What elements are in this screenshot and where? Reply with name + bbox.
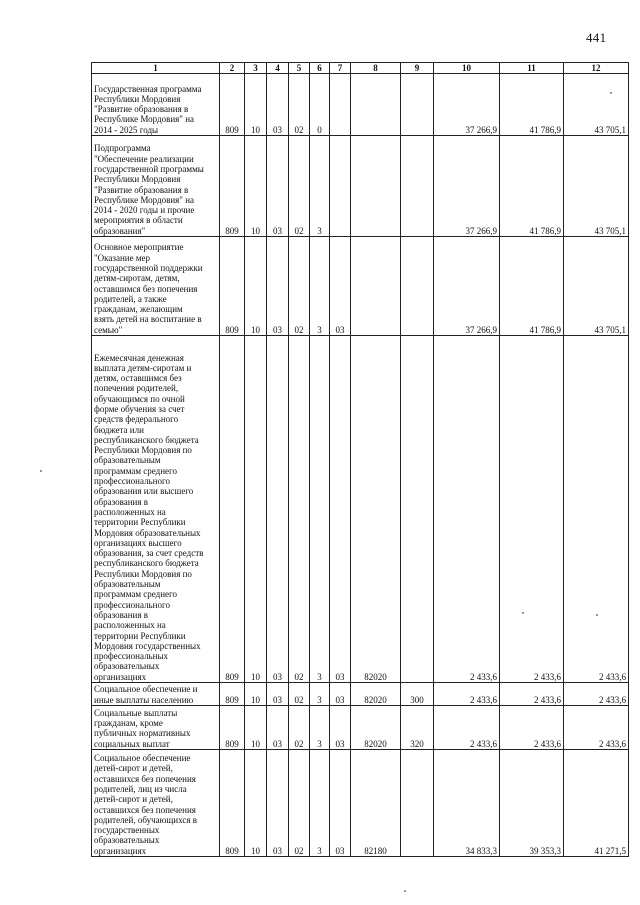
row-name: Социальное обеспечение и иные выплаты населению: [92, 683, 220, 706]
col-header-9: 9: [401, 63, 434, 74]
col-header-11: 11: [500, 63, 564, 74]
col-header-8: 8: [351, 63, 401, 74]
cell-program: 02: [289, 750, 310, 857]
cell-subsection: 03: [267, 683, 289, 706]
cell-amount-2: 41 786,9: [500, 237, 564, 336]
cell-expense-type: [401, 336, 434, 683]
cell-activity: 03: [330, 750, 351, 857]
cell-ministry: 809: [220, 237, 245, 336]
col-header-3: 3: [245, 63, 267, 74]
cell-subprogram: 3: [310, 336, 330, 683]
row-name: Подпрограмма "Обеспечение реализации государственной программы Республики Мордовия "Развитие образования в Республике Мордовия" на 2014 - 2020 годы и прочие мероприятия в области образования": [92, 136, 220, 237]
cell-subprogram: 0: [310, 74, 330, 136]
scan-speck: [40, 470, 42, 472]
cell-direction: [351, 237, 401, 336]
table-row: [92, 136, 629, 237]
page-number: 441: [586, 30, 607, 45]
cell-ministry: 809: [220, 750, 245, 857]
cell-amount-1: 37 266,9: [434, 237, 500, 336]
cell-direction: [351, 136, 401, 237]
cell-subsection: 03: [267, 706, 289, 750]
budget-table: [91, 62, 629, 857]
cell-subsection: 03: [267, 750, 289, 857]
cell-subsection: 03: [267, 336, 289, 683]
table-row: [92, 750, 629, 857]
cell-amount-3: 43 705,1: [564, 74, 629, 136]
cell-amount-3: 2 433,6: [564, 706, 629, 750]
cell-direction: 82020: [351, 706, 401, 750]
cell-expense-type: [401, 750, 434, 857]
row-name: Социальные выплаты гражданам, кроме публичных нормативных социальных выплат: [92, 706, 220, 750]
cell-amount-1: 37 266,9: [434, 136, 500, 237]
cell-activity: 03: [330, 706, 351, 750]
cell-subprogram: 3: [310, 706, 330, 750]
cell-program: 02: [289, 136, 310, 237]
cell-subprogram: 3: [310, 237, 330, 336]
cell-activity: [330, 74, 351, 136]
table-row: [92, 336, 629, 683]
cell-expense-type: [401, 237, 434, 336]
cell-amount-3: 2 433,6: [564, 683, 629, 706]
cell-ministry: 809: [220, 136, 245, 237]
cell-subsection: 03: [267, 237, 289, 336]
col-header-7: 7: [330, 63, 351, 74]
cell-amount-2: 41 786,9: [500, 136, 564, 237]
scan-speck: [610, 92, 612, 94]
scan-speck: [404, 890, 406, 892]
cell-program: 02: [289, 74, 310, 136]
table-row: [92, 74, 629, 136]
cell-subprogram: 3: [310, 683, 330, 706]
cell-ministry: 809: [220, 74, 245, 136]
cell-section: 10: [245, 706, 267, 750]
cell-expense-type: [401, 74, 434, 136]
cell-amount-3: 41 271,5: [564, 750, 629, 857]
cell-section: 10: [245, 74, 267, 136]
cell-amount-1: 2 433,6: [434, 336, 500, 683]
cell-direction: 82020: [351, 336, 401, 683]
cell-expense-type: 320: [401, 706, 434, 750]
cell-amount-1: 2 433,6: [434, 706, 500, 750]
col-header-6: 6: [310, 63, 330, 74]
cell-section: 10: [245, 750, 267, 857]
cell-section: 10: [245, 237, 267, 336]
cell-amount-2: 2 433,6: [500, 706, 564, 750]
cell-amount-3: 2 433,6: [564, 336, 629, 683]
row-name: Основное мероприятие "Оказание мер государственной поддержки детям-сиротам, детям, оставшимся без попечения родителей, а также гражданам, желающим взять детей на воспитание в семью": [92, 237, 220, 336]
cell-section: 10: [245, 336, 267, 683]
cell-activity: [330, 136, 351, 237]
table-row: [92, 683, 629, 706]
col-header-5: 5: [289, 63, 310, 74]
cell-amount-2: 41 786,9: [500, 74, 564, 136]
cell-expense-type: [401, 136, 434, 237]
cell-amount-2: 2 433,6: [500, 336, 564, 683]
cell-expense-type: 300: [401, 683, 434, 706]
header-row: [92, 63, 629, 74]
cell-ministry: 809: [220, 706, 245, 750]
table-row: [92, 237, 629, 336]
scan-speck: [596, 614, 598, 616]
cell-ministry: 809: [220, 683, 245, 706]
cell-amount-2: 39 353,3: [500, 750, 564, 857]
cell-section: 10: [245, 683, 267, 706]
col-header-10: 10: [434, 63, 500, 74]
cell-subsection: 03: [267, 74, 289, 136]
cell-subprogram: 3: [310, 750, 330, 857]
cell-amount-3: 43 705,1: [564, 237, 629, 336]
cell-ministry: 809: [220, 336, 245, 683]
table-row: [92, 706, 629, 750]
col-header-4: 4: [267, 63, 289, 74]
row-name: Ежемесячная денежная выплата детям-сиротам и детям, оставшимся без попечения родителей, обучающимся по очной форме обучения за счет средств федерального бюджета или республиканского бюджета Республики Мордовия по образовательным программам среднего профессионального образования или высшего образования в расположенных на территории Республики Мордовия образовательных организациях высшего образования, за счет средств республиканского бюджета Республики Мордовия по образовательным программам среднего профессионального образования в расположенных на территории Республики Мордовия государственных профессиональных образовательных организациях: [92, 336, 220, 683]
cell-program: 02: [289, 706, 310, 750]
cell-activity: 03: [330, 237, 351, 336]
cell-program: 02: [289, 336, 310, 683]
col-header-12: 12: [564, 63, 629, 74]
col-header-2: 2: [220, 63, 245, 74]
cell-program: 02: [289, 237, 310, 336]
cell-amount-1: 34 833,3: [434, 750, 500, 857]
row-name: Социальное обеспечение детей-сирот и детей, оставшихся без попечения родителей, лиц из числа детей-сирот и детей, оставшихся без попечения родителей, обучающихся в государственных образовательных организациях: [92, 750, 220, 857]
cell-section: 10: [245, 136, 267, 237]
cell-amount-1: 2 433,6: [434, 683, 500, 706]
cell-direction: [351, 74, 401, 136]
cell-direction: 82180: [351, 750, 401, 857]
cell-activity: 03: [330, 683, 351, 706]
cell-subsection: 03: [267, 136, 289, 237]
cell-subprogram: 3: [310, 136, 330, 237]
scan-speck: [522, 612, 524, 614]
cell-amount-3: 43 705,1: [564, 136, 629, 237]
cell-amount-2: 2 433,6: [500, 683, 564, 706]
cell-program: 02: [289, 683, 310, 706]
col-header-1: 1: [92, 63, 220, 74]
row-name: Государственная программа Республики Мордовия "Развитие образования в Республике Мордовия" на 2014 - 2025 годы: [92, 74, 220, 136]
cell-amount-1: 37 266,9: [434, 74, 500, 136]
cell-direction: 82020: [351, 683, 401, 706]
cell-activity: 03: [330, 336, 351, 683]
